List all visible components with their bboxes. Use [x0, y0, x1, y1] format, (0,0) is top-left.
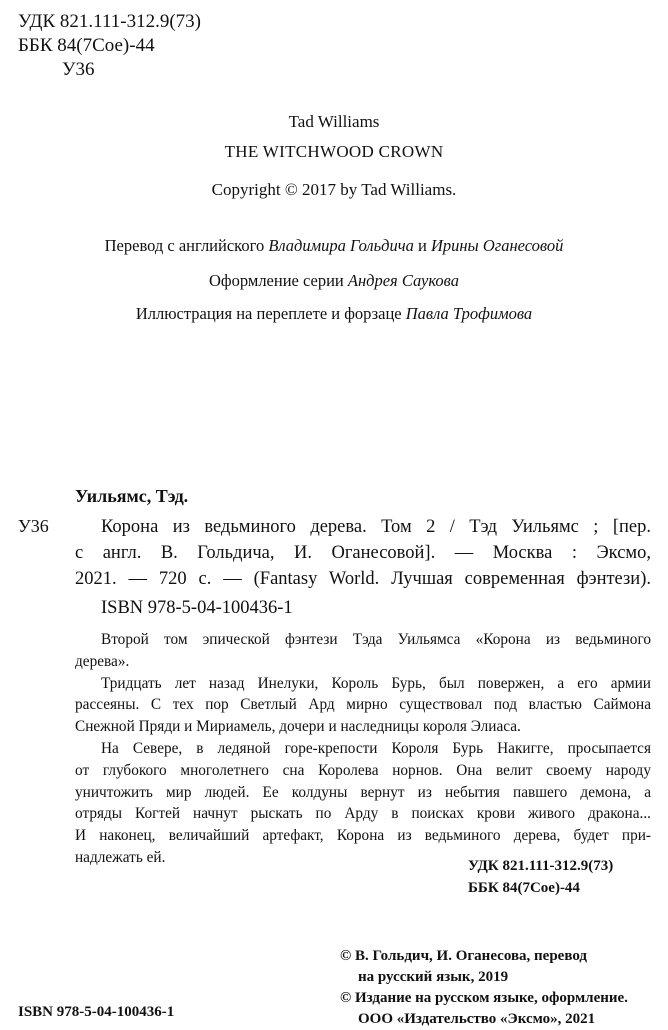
udk-code: УДК 821.111-312.9(73): [18, 11, 201, 32]
annotation-line: И наконец, величайший артефакт, Корона из ведьминого дерева, будет при-: [75, 827, 651, 845]
annotation-paragraph-3: [75, 738, 651, 869]
copyright-edition-line2: ООО «Издательство «Эксмо», 2021: [358, 1011, 596, 1027]
translation-conjunction: и: [417, 236, 427, 255]
illustrator: Павла Трофимова: [405, 304, 533, 323]
credit-design: [0, 271, 668, 291]
bibliographic-isbn: ISBN 978-5-04-100436-1: [101, 598, 293, 618]
annotation-line: от глубокого многолетнего сна Королева норнов. Она велит своему народу: [75, 761, 651, 779]
bibliographic-author-mark: У36: [18, 516, 49, 536]
annotation-line: рассеяны. С тех пор Светлый Ард мирно существовал под властью Саймона: [75, 696, 651, 714]
annotation: [75, 629, 651, 869]
bibliographic-line: 2021. — 720 с. — (Fantasy World. Лучшая современная фэнтези).: [75, 569, 651, 589]
annotation-line: дерева».: [75, 652, 130, 670]
designer: Андрея Саукова: [347, 271, 459, 290]
copyright-translation-line2: на русский язык, 2019: [358, 969, 509, 985]
annotation-line: Тридцать лет назад Инелуки, Король Бурь, был повержен, а его армии: [101, 674, 651, 692]
annotation-paragraph-2: [75, 673, 651, 738]
annotation-line: Снежной Пряди и Мириамель, дочери и наследницы короля Элиаса.: [75, 718, 521, 736]
annotation-line: Второй том эпической фэнтези Тэда Уильямса «Корона из ведьминого: [101, 631, 651, 648]
annotation-line: уничтожить мир людей. Ее колдуны вернут из небытия павшего демона, а: [75, 783, 651, 801]
translation-prefix: Перевод с английского: [104, 236, 265, 255]
footer-bbk-code: ББК 84(7Сое)-44: [468, 880, 580, 896]
copyright-edition-line1: © Издание на русском языке, оформление.: [340, 990, 628, 1006]
annotation-line: надлежать ей.: [75, 848, 166, 866]
annotation-paragraph-1: [75, 629, 651, 673]
design-prefix: Оформление серии: [209, 271, 344, 290]
author-mark: У36: [62, 59, 95, 80]
translator-2: Ирины Оганесовой: [430, 236, 564, 255]
copyright-translation-line1: © В. Гольдич, И. Оганесова, перевод: [340, 948, 587, 964]
original-title: THE WITCHWOOD CROWN: [224, 142, 444, 161]
bibliographic-line: с англ. В. Гольдича, И. Оганесовой]. — Москва : Эксмо,: [75, 543, 651, 563]
bbk-code: ББК 84(7Сое)-44: [18, 35, 155, 56]
illustration-prefix: Иллюстрация на переплете и форзаце: [135, 304, 402, 323]
copyright-block: [340, 946, 628, 1030]
annotation-line: отряды Когтей начнут рыскать по Арду в поисках крови живого дракона...: [75, 805, 651, 823]
footer-udk-code: УДК 821.111-312.9(73): [468, 858, 614, 874]
copyright-original: Copyright © 2017 by Tad Williams.: [211, 180, 457, 199]
annotation-line: На Севере, в ледяной горе-крепости Короля Бурь Накигге, просыпается: [101, 739, 651, 757]
bibliographic-line: Корона из ведьминого дерева. Том 2 / Тэд Уильямс ; [пер.: [101, 517, 651, 537]
bibliographic-author-heading: Уильямс, Тэд.: [75, 486, 189, 506]
credit-translation: [0, 236, 668, 256]
translator-1: Владимира Гольдича: [268, 236, 414, 255]
footer-isbn: ISBN 978-5-04-100436-1: [18, 1004, 175, 1020]
original-author: Tad Williams: [288, 112, 380, 131]
bibliographic-description: [75, 514, 651, 592]
credit-illustration: [0, 304, 668, 324]
